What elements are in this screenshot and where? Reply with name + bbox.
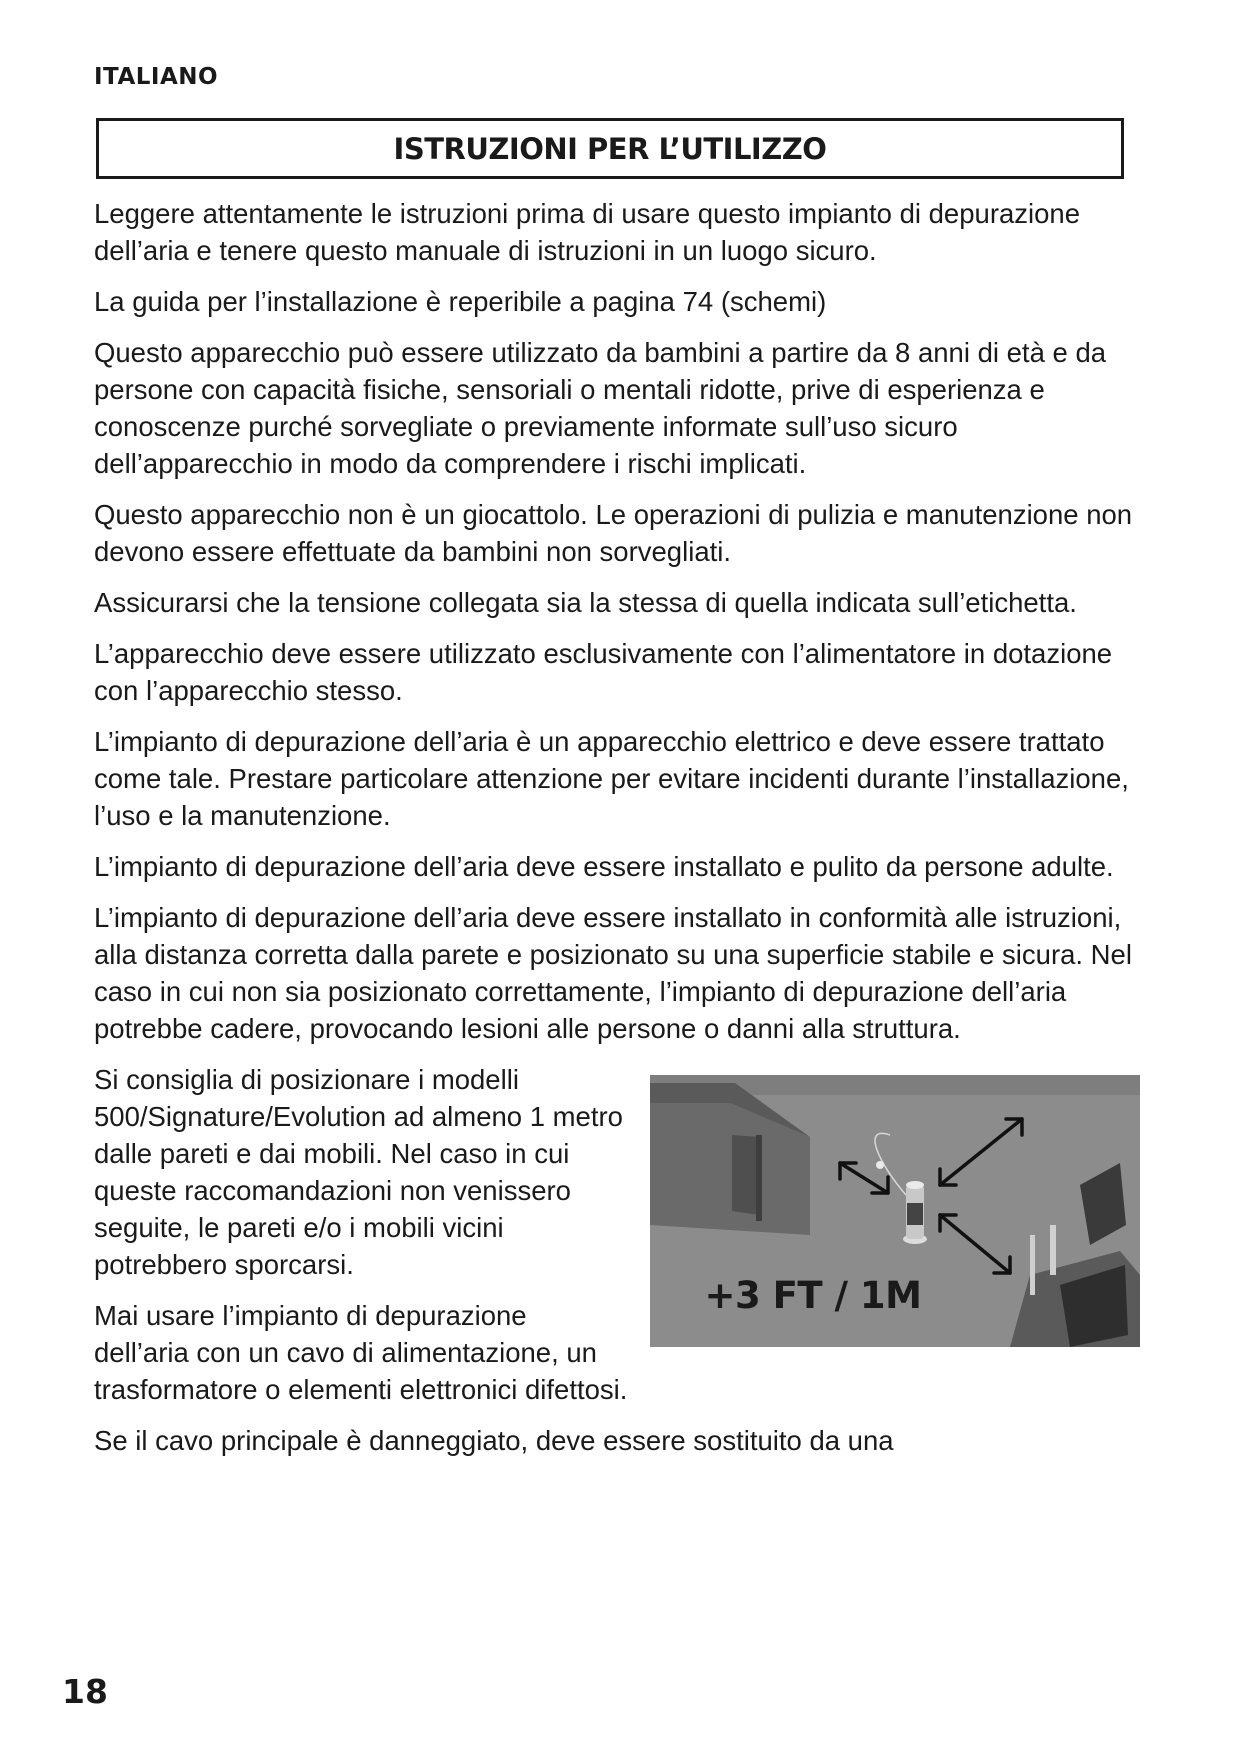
paragraph-electrical-device: L’impianto di depurazione dell’aria è un apparecchio elettrico e deve essere trattato come tale. Prestare particolare attenzione per evitare incidenti durante l’installazione, l’uso e la manutenzione.: [94, 726, 1129, 831]
section-title-box: [96, 118, 1124, 179]
paragraph-power-supply: L’apparecchio deve essere utilizzato esclusivamente con l’alimentatore in dotazione con l’apparecchio stesso.: [94, 638, 1113, 706]
distance-label: +3 FT / 1M: [704, 1274, 922, 1317]
paragraph-voltage: Assicurarsi che la tensione collegata sia la stessa di quella indicata sull’etichetta.: [94, 587, 1077, 618]
paragraph-adults-install: L’impianto di depurazione dell’aria deve essere installato e pulito da persone adulte.: [94, 851, 1114, 882]
page-number: 18: [62, 1672, 108, 1711]
paragraph-not-a-toy: Questo apparecchio non è un giocattolo. Le operazioni di pulizia e manutenzione non devono essere effettuate da bambini non sorvegliati.: [94, 499, 1133, 567]
paragraph-read-instructions: Leggere attentamente le istruzioni prima di usare questo impianto di depurazione dell’aria e tenere questo manuale di istruzioni in un luogo sicuro.: [94, 198, 1081, 266]
paragraph-damaged-cable: Se il cavo principale è danneggiato, deve essere sostituito da una: [94, 1425, 894, 1456]
language-label: ITALIANO: [94, 64, 219, 90]
instructions-body: [94, 195, 1134, 1473]
paragraph-defective-cable: Mai usare l’impianto di depurazione dell’aria con un cavo di alimentazione, un trasformatore o elementi elettronici difettosi.: [94, 1300, 628, 1405]
paragraph-placement-advice: Si consiglia di posizionare i modelli 500/Signature/Evolution ad almeno 1 metro dalle pareti e dai mobili. Nel caso in cui queste raccomandazioni non venissero seguite, le pareti e/o i mobili vicini potrebbero sporcarsi.: [94, 1064, 623, 1280]
paragraph-children-usage: Questo apparecchio può essere utilizzato da bambini a partire da 8 anni di età e da persone con capacità fisiche, sensoriali o mentali ridotte, prive di esperienza e conoscenze purché sorvegliate o previamente informate sull’uso sicuro dell’apparecchio in modo da comprendere i rischi implicati.: [94, 337, 1107, 479]
placement-figure: [650, 1075, 1140, 1347]
paragraph-stable-surface: L’impianto di depurazione dell’aria deve essere installato in conformità alle istruzioni, alla distanza corretta dalla parete e posizionato su una superficie stabile e sicura. Nel caso in cui non sia posizionato correttamente, l’impianto di depurazione dell’aria potrebbe cadere, provocando lesioni alle persone o danni alla struttura.: [94, 902, 1132, 1044]
figure-wrap-area: [94, 1061, 1134, 1459]
section-title: ISTRUZIONI PER L’UTILIZZO: [393, 131, 827, 166]
paragraph-installation-guide: La guida per l’installazione è reperibile a pagina 74 (schemi): [94, 286, 827, 317]
